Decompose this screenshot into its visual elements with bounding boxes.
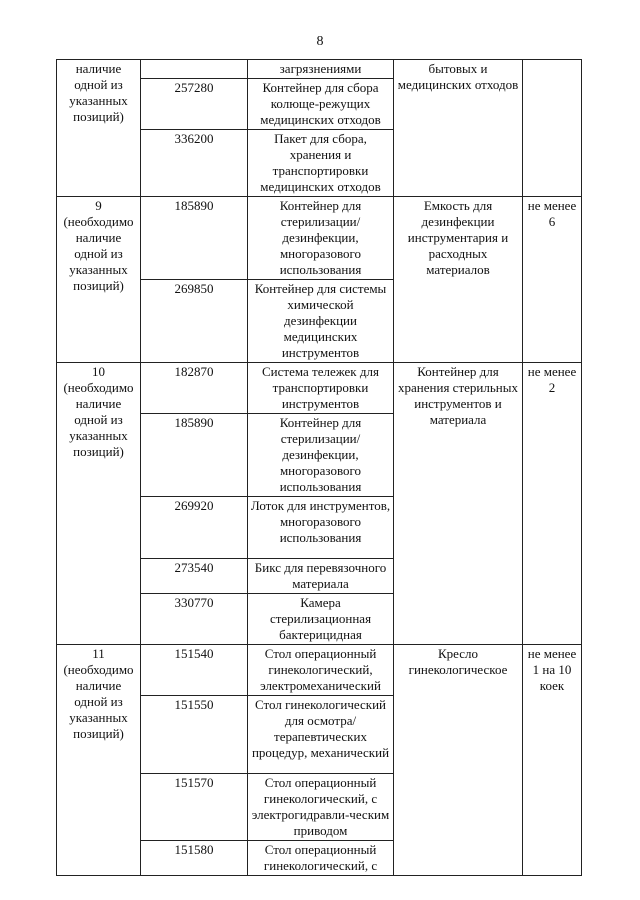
group-cell: 9 (необходимо наличие одной из указанных позиций) <box>57 197 141 363</box>
group-cell: наличие одной из указанных позиций) <box>57 60 141 197</box>
equipment-table <box>56 59 582 876</box>
name-cell: загрязнениями <box>248 60 394 79</box>
norm-cell <box>523 60 582 197</box>
code-cell: 151580 <box>141 841 248 876</box>
code-cell: 151570 <box>141 774 248 841</box>
name-cell: Стол операционный гинекологический, с <box>248 841 394 876</box>
name-cell: Бикс для перевязочного материала <box>248 559 394 594</box>
code-cell: 257280 <box>141 79 248 130</box>
name-cell: Контейнер для стерилизации/ дезинфекции, многоразового использования <box>248 414 394 497</box>
norm-cell: не менее 2 <box>523 363 582 645</box>
table-row <box>57 363 582 414</box>
purpose-cell: Кресло гинекологическое <box>394 645 523 876</box>
code-cell: 182870 <box>141 363 248 414</box>
page-number: 8 <box>316 34 324 49</box>
group-cell: 11 (необходимо наличие одной из указанных позиций) <box>57 645 141 876</box>
code-cell: 273540 <box>141 559 248 594</box>
name-cell: Стол гинекологический для осмотра/ терапевтических процедур, механический <box>248 696 394 774</box>
code-cell <box>141 60 248 79</box>
name-cell: Лоток для инструментов, многоразового использования <box>248 497 394 559</box>
code-cell: 336200 <box>141 130 248 197</box>
code-cell: 269920 <box>141 497 248 559</box>
name-cell: Контейнер для стерилизации/ дезинфекции, многоразового использования <box>248 197 394 280</box>
purpose-cell: бытовых и медицинских отходов <box>394 60 523 197</box>
code-cell: 330770 <box>141 594 248 645</box>
purpose-cell: Емкость для дезинфекции инструментария и расходных материалов <box>394 197 523 363</box>
name-cell: Контейнер для сбора колюще-режущих медицинских отходов <box>248 79 394 130</box>
code-cell: 151550 <box>141 696 248 774</box>
table-row <box>57 60 582 79</box>
code-cell: 185890 <box>141 197 248 280</box>
name-cell: Пакет для сбора, хранения и транспортировки медицинских отходов <box>248 130 394 197</box>
name-cell: Стол операционный гинекологический, с электрогидравли-ческим приводом <box>248 774 394 841</box>
name-cell: Стол операционный гинекологический, электромеханический <box>248 645 394 696</box>
norm-cell: не менее 1 на 10 коек <box>523 645 582 876</box>
norm-cell: не менее 6 <box>523 197 582 363</box>
table-row <box>57 645 582 696</box>
code-cell: 185890 <box>141 414 248 497</box>
name-cell: Контейнер для системы химической дезинфекции медицинских инструментов <box>248 280 394 363</box>
code-cell: 269850 <box>141 280 248 363</box>
name-cell: Система тележек для транспортировки инструментов <box>248 363 394 414</box>
purpose-cell: Контейнер для хранения стерильных инструментов и материала <box>394 363 523 645</box>
table-row <box>57 197 582 280</box>
code-cell: 151540 <box>141 645 248 696</box>
name-cell: Камера стерилизационная бактерицидная <box>248 594 394 645</box>
group-cell: 10 (необходимо наличие одной из указанных позиций) <box>57 363 141 645</box>
